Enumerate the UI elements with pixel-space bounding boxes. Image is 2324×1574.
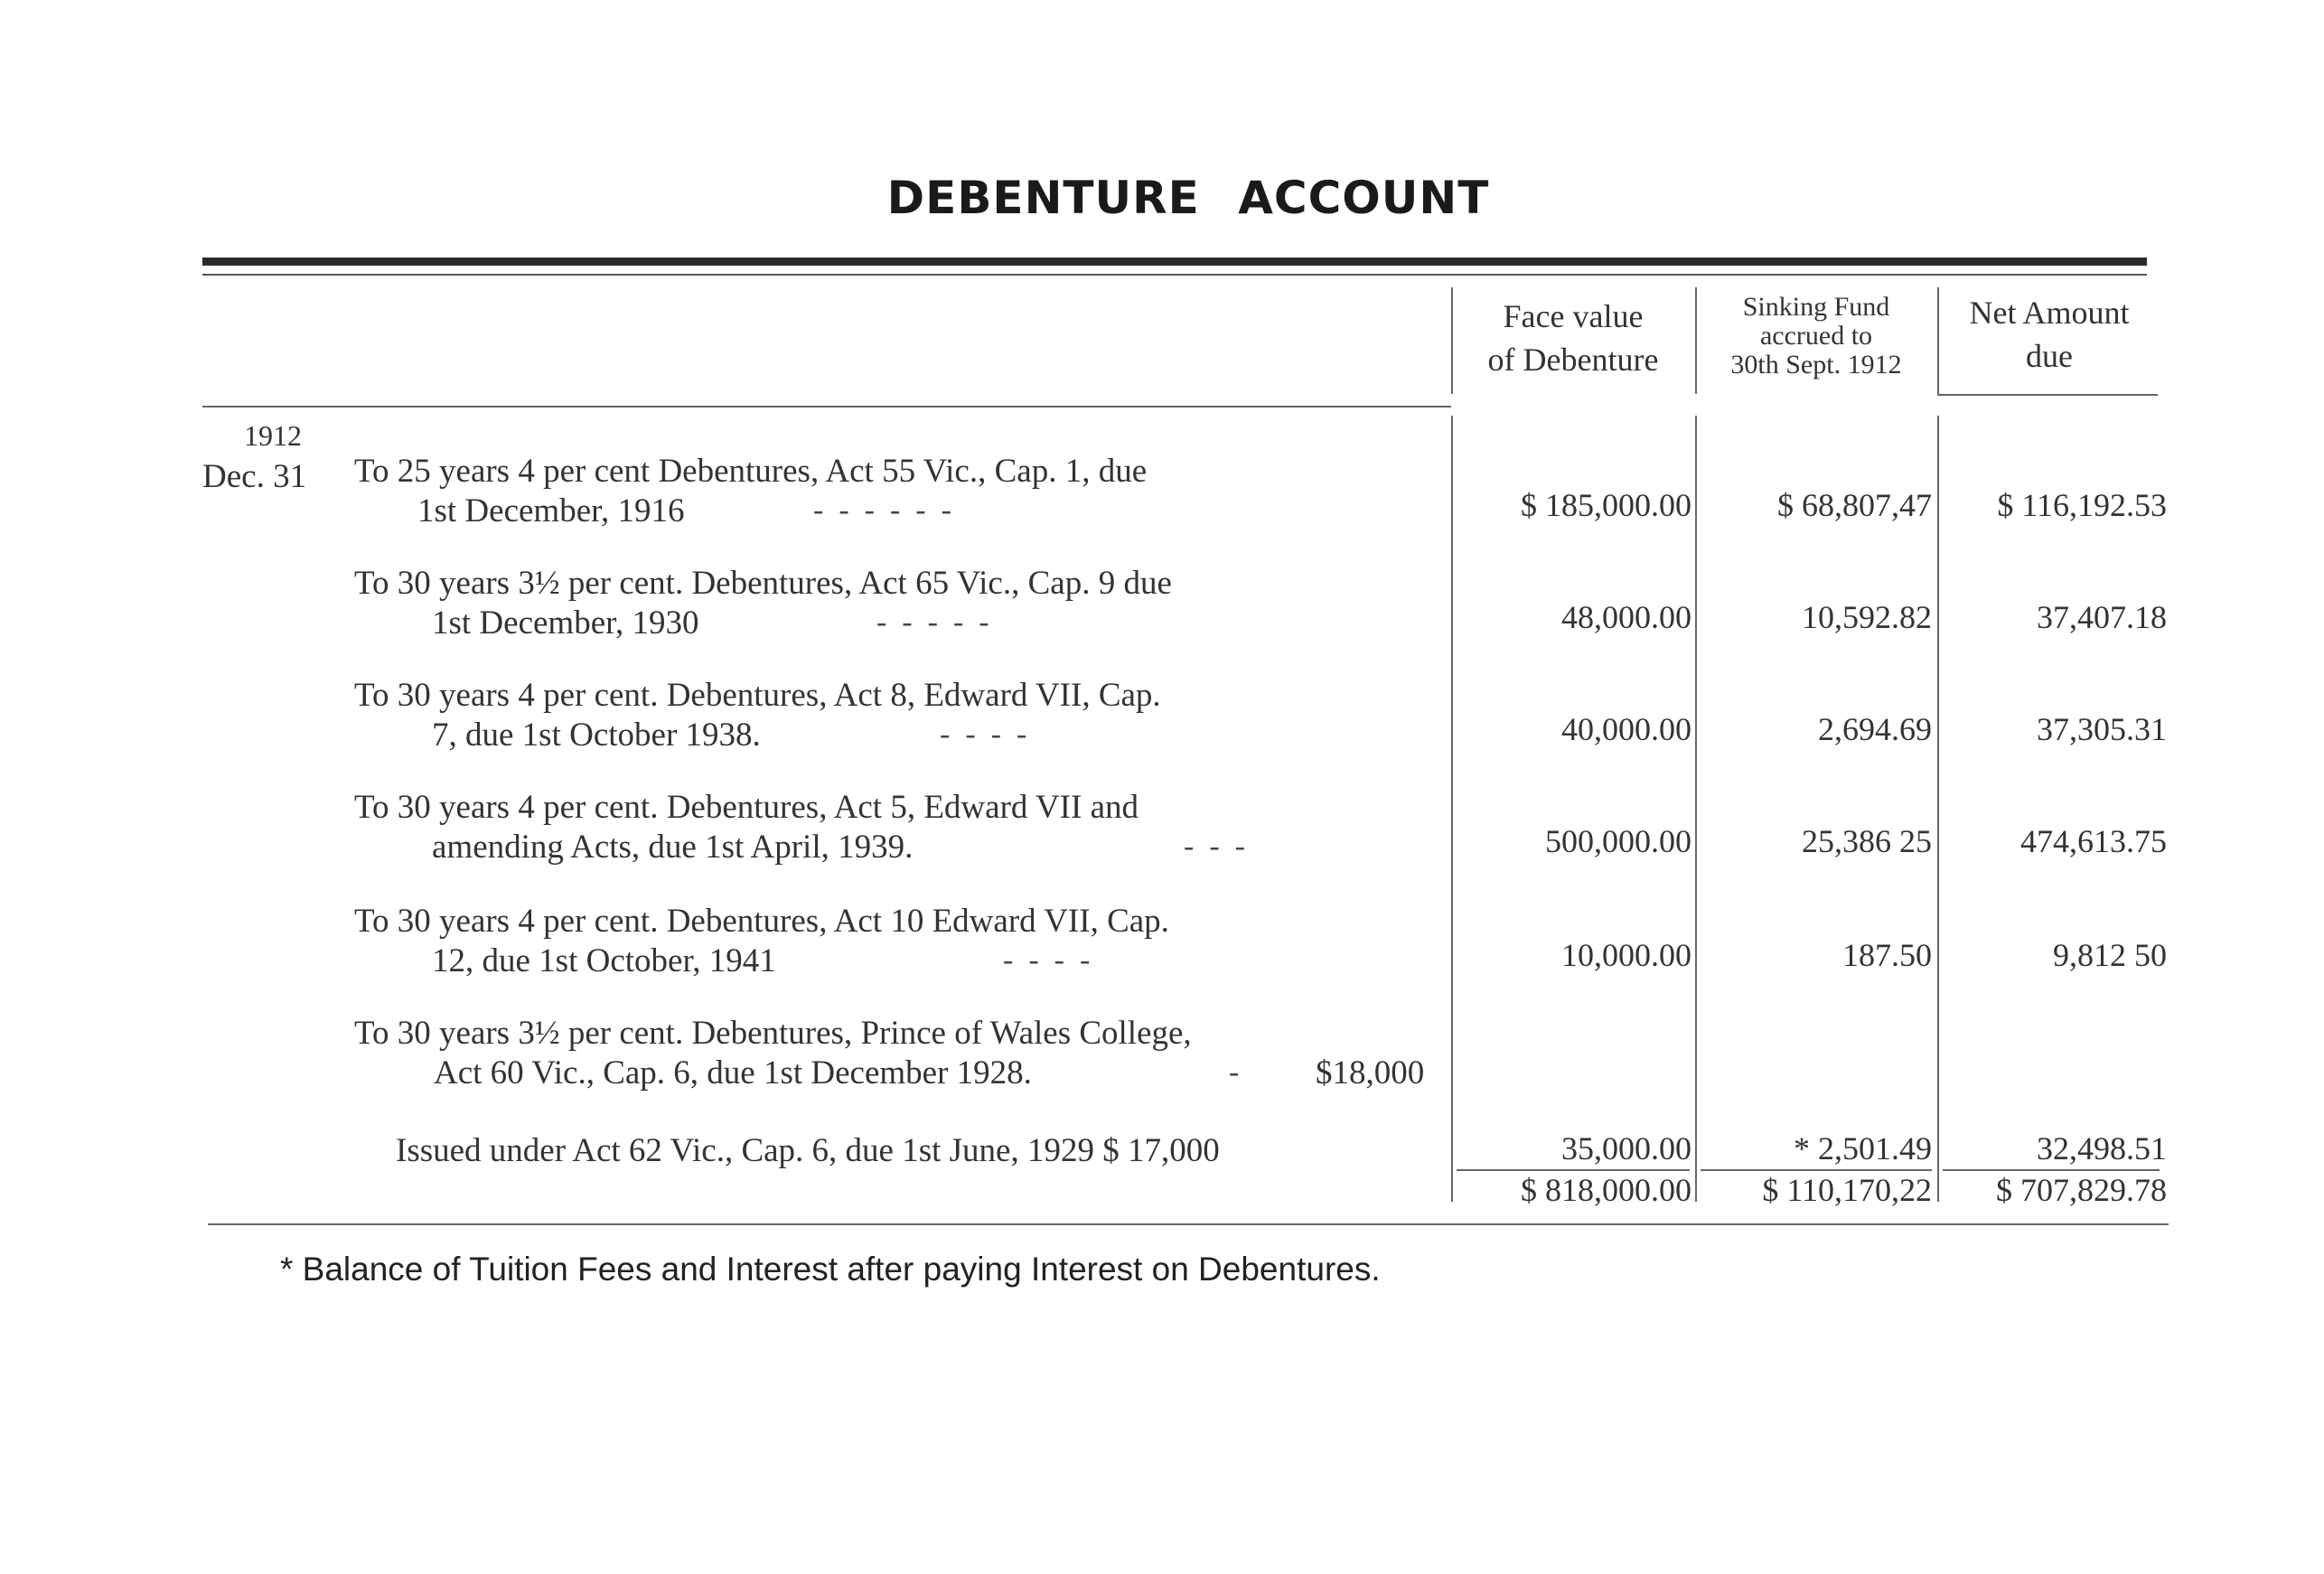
- entry-1-net: $ 116,192.53: [1997, 487, 2167, 523]
- header-face-line-1: Face value: [1503, 298, 1644, 334]
- entry-3-leader: - - - -: [940, 717, 1027, 751]
- entry-1-leader: - - - - - -: [813, 493, 951, 527]
- entry-3-face: 40,000.00: [1561, 711, 1691, 747]
- pwc-sinking: * 2,501.49: [1794, 1130, 1932, 1166]
- entry-date: Dec. 31: [202, 458, 307, 495]
- entry-5-face: 10,000.00: [1561, 937, 1691, 973]
- header-net-line-2: due: [2026, 338, 2073, 374]
- total-face: $ 818,000.00: [1521, 1172, 1691, 1208]
- entry-2-face: 48,000.00: [1561, 599, 1691, 635]
- entry-2-leader: - - - - -: [876, 605, 989, 639]
- entry-4-line-1: To 30 years 4 per cent. Debentures, Act 5, Edward VII and: [354, 789, 1139, 826]
- entry-1-sinking: $ 68,807,47: [1777, 487, 1932, 523]
- entry-5-leader: - - - -: [1003, 943, 1091, 977]
- top-rule-thick: [202, 258, 2147, 266]
- entry-3-line-2: 7, due 1st October 1938.: [432, 717, 761, 754]
- entry-3-line-1: To 30 years 4 per cent. Debentures, Act 8, Edward VII, Cap.: [354, 677, 1161, 714]
- entry-4-sinking: 25,386 25: [1802, 823, 1932, 859]
- entry-5-line-2: 12, due 1st October, 1941: [432, 942, 776, 979]
- total-net: $ 707,829.78: [1996, 1172, 2167, 1208]
- entry-2-net: 37,407.18: [2037, 599, 2167, 635]
- body-divider-1: [1451, 416, 1453, 1202]
- total-sinking: $ 110,170,22: [1762, 1172, 1932, 1208]
- header-bottom-rule-left: [202, 406, 1451, 408]
- entry-4-leader: - - -: [1184, 829, 1245, 863]
- entry-1-face: $ 185,000.00: [1521, 487, 1691, 523]
- top-rule-thin: [202, 274, 2147, 276]
- body-divider-2: [1695, 416, 1697, 1202]
- entry-year: 1912: [244, 419, 302, 452]
- entry-5-line-1: To 30 years 4 per cent. Debentures, Act 10 Edward VII, Cap.: [354, 903, 1169, 940]
- pwc-net: 32,498.51: [2037, 1130, 2167, 1166]
- entry-4-line-2: amending Acts, due 1st April, 1939.: [432, 829, 914, 866]
- entry-3-sinking: 2,694.69: [1818, 711, 1932, 747]
- pwc-amount: $18,000: [1316, 1054, 1425, 1091]
- pwc-line-3: Issued under Act 62 Vic., Cap. 6, due 1st June, 1929 $ 17,000: [396, 1132, 1220, 1169]
- header-face-line-2: of Debenture: [1487, 342, 1659, 378]
- entry-4-face: 500,000.00: [1545, 823, 1691, 859]
- entry-4-net: 474,613.75: [2020, 823, 2167, 859]
- entry-5-sinking: 187.50: [1842, 937, 1932, 973]
- footnote: * Balance of Tuition Fees and Interest after paying Interest on Debentures.: [280, 1251, 1381, 1288]
- body-divider-3: [1937, 416, 1939, 1202]
- header-sinking-fund: [1697, 293, 1935, 379]
- header-bottom-rule-right: [1937, 394, 2158, 396]
- entry-2-line-2: 1st December, 1930: [432, 604, 699, 642]
- pwc-line-1: To 30 years 3½ per cent. Debentures, Prince of Wales College,: [354, 1015, 1192, 1052]
- entry-2-line-1: To 30 years 3½ per cent. Debentures, Act 65 Vic., Cap. 9 due: [354, 565, 1172, 602]
- header-face-value: [1453, 295, 1693, 381]
- pwc-leader: -: [1229, 1055, 1240, 1089]
- header-sinking-line-1: Sinking Fund: [1742, 292, 1890, 322]
- entry-1-line-2: 1st December, 1916: [417, 492, 685, 529]
- pwc-face: 35,000.00: [1561, 1130, 1691, 1166]
- header-net-amount: [1939, 291, 2160, 378]
- pwc-line-2: Act 60 Vic., Cap. 6, due 1st December 1928.: [434, 1054, 1032, 1091]
- entry-1-line-1: To 25 years 4 per cent Debentures, Act 55 Vic., Cap. 1, due: [354, 453, 1148, 490]
- header-sinking-line-2: accrued to: [1759, 321, 1873, 351]
- entry-5-net: 9,812 50: [2053, 937, 2167, 973]
- header-net-line-1: Net Amount: [1969, 295, 2130, 331]
- entry-2-sinking: 10,592.82: [1802, 599, 1932, 635]
- bottom-rule: [208, 1223, 2169, 1225]
- header-sinking-line-3: 30th Sept. 1912: [1730, 350, 1902, 379]
- page-title: DEBENTURE ACCOUNT: [886, 172, 1490, 224]
- entry-3-net: 37,305.31: [2037, 711, 2167, 747]
